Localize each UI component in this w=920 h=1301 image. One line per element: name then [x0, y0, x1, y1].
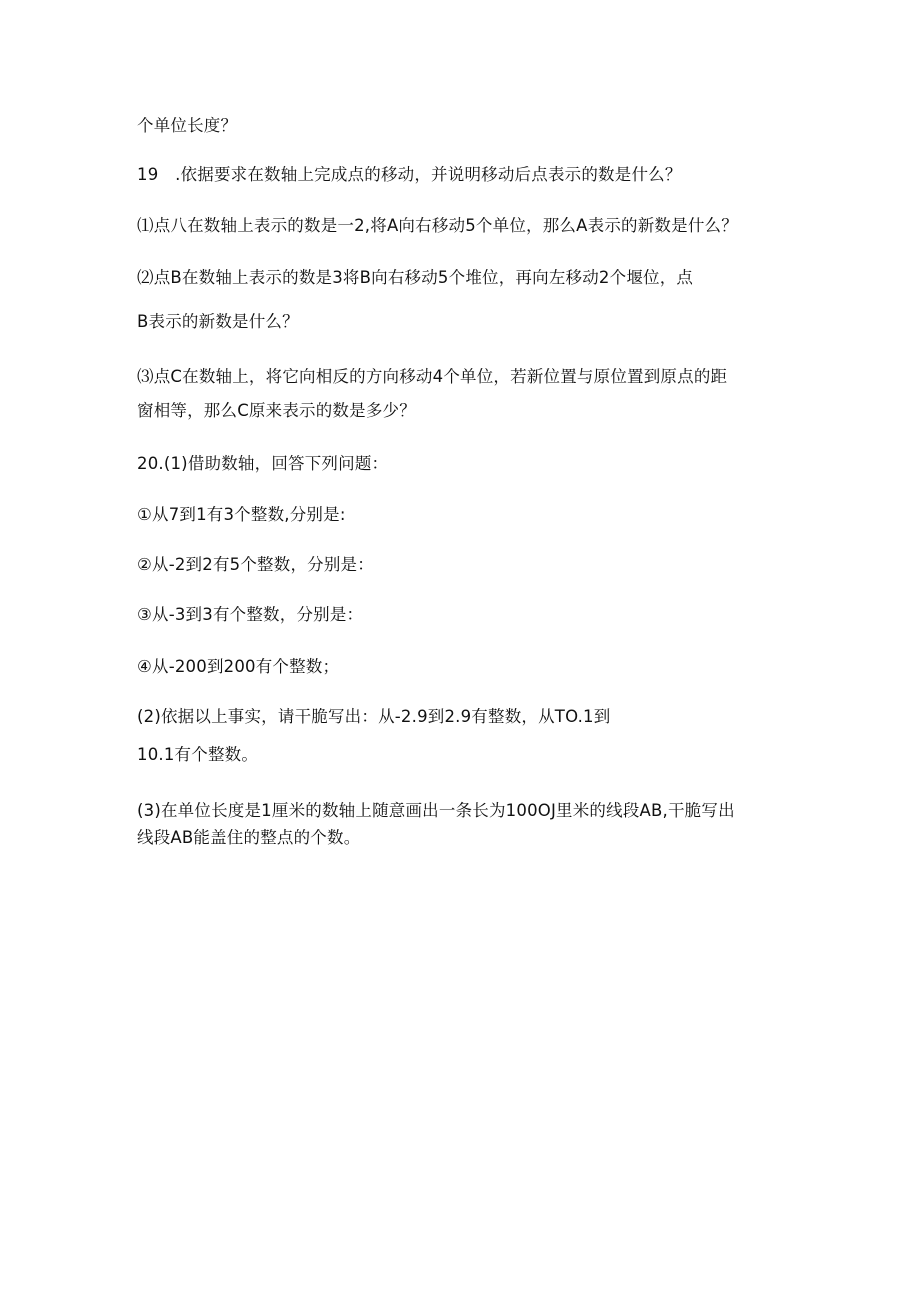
- question-20-part-3-line-1: (3)在单位长度是1厘米的数轴上随意画出一条长为100OJ里米的线段AB,干脆写出: [137, 801, 735, 820]
- question-20-item-1: ①从7到1有3个整数,分别是:: [137, 505, 346, 524]
- question-19-part-2-line-2: B表示的新数是什么？: [137, 312, 299, 331]
- question-20-part-3-line-2: 线段AB能盖住的整点的个数。: [137, 828, 361, 847]
- question-19-part-2-line-1: ⑵点B在数轴上表示的数是3将B向右移动5个堆位，再向左移动2个堰位，点: [137, 268, 694, 287]
- question-20-heading: 20.(1)借助数轴，回答下列问题：: [137, 454, 389, 473]
- question-19-part-1: ⑴点八在数轴上表示的数是一2,将A向右移动5个单位，那么A表示的新数是什么？: [137, 216, 738, 235]
- question-19-part-3-line-1: ⑶点C在数轴上，将它向相反的方向移动4个单位，若新位置与原位置到原点的距: [137, 367, 728, 386]
- question-20-part-2-line-2: 10.1有个整数。: [137, 745, 259, 764]
- question-19-heading: 19 .依据要求在数轴上完成点的移动，并说明移动后点表示的数是什么？: [137, 165, 682, 184]
- question-19-part-3-line-2: 窗相等，那么C原来表示的数是多少？: [137, 401, 416, 420]
- question-20-item-3: ③从-3到3有个整数，分别是：: [137, 605, 364, 624]
- text-line-1: 个单位长度？: [137, 116, 238, 135]
- question-20-part-2-line-1: (2)依据以上事实，请干脆写出：从-2.9到2.9有整数，从TO.1到: [137, 707, 611, 726]
- question-20-item-2: ②从-2到2有5个整数，分别是：: [137, 555, 374, 574]
- question-20-item-4: ④从-200到200有个整数；: [137, 657, 340, 676]
